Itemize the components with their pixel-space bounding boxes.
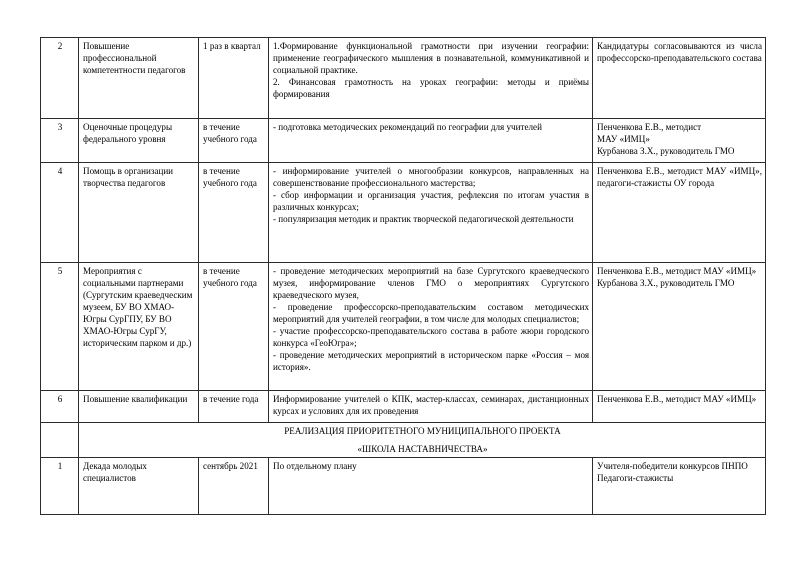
content-line: - проведение профессорско-преподавательским составом методических мероприятий для учителей географии, в том числе для молодых специалистов;	[273, 302, 589, 324]
row-period: в течение учебного года	[199, 163, 269, 263]
row-direction: Повышение профессиональной компетентности педагогов	[79, 38, 199, 119]
row-number: 3	[41, 119, 79, 163]
row-number: 6	[41, 391, 79, 423]
content-line: 2. Финансовая грамотность на уроках географии: методы и приёмы формирования	[273, 77, 589, 99]
project-header-line1: РЕАЛИЗАЦИЯ ПРИОРИТЕТНОГО МУНИЦИПАЛЬНОГО ПРОЕКТА	[284, 426, 561, 436]
content-line: - сбор информации и организация участия, рефлексия по итогам участия в различных конкурсах;	[273, 190, 589, 212]
table-row	[41, 38, 766, 119]
row-direction: Помощь в организации творчества педагогов	[79, 163, 199, 263]
responsible-line: Пенченкова Е.В., методист МАУ «ИМЦ», педагоги-стажисты ОУ города	[597, 166, 762, 188]
responsible-line: Пенченкова Е.В., методист МАУ «ИМЦ»	[597, 266, 757, 276]
responsible-line: Пенченкова Е.В., методист МАУ «ИМЦ»	[597, 394, 757, 404]
row-responsible	[593, 458, 766, 515]
content-line: - участие профессорско-преподавательского состава в работе жюри городского конкурса «ГеоЮгра»;	[273, 326, 589, 348]
project-header-cell	[79, 423, 766, 458]
row-number: 4	[41, 163, 79, 263]
responsible-line: Курбанова З.Х., руководитель ГМО	[597, 278, 735, 288]
row-responsible	[593, 263, 766, 391]
row-number: 5	[41, 263, 79, 391]
row-content	[269, 163, 593, 263]
responsible-line: Педагоги-стажисты	[597, 473, 674, 483]
activity-plan-table	[40, 37, 766, 515]
responsible-line: Пенченкова Е.В., методист	[597, 122, 702, 132]
table-row	[41, 263, 766, 391]
content-line: - подготовка методических рекомендаций по географии для учителей	[273, 122, 542, 132]
content-line: Информирование учителей о КПК, мастер-классах, семинарах, дистанционных курсах и условиях для их проведения	[273, 394, 589, 416]
row-number: 2	[41, 38, 79, 119]
row-period: в течение учебного года	[199, 119, 269, 163]
row-content	[269, 391, 593, 423]
project-header-line2: «ШКОЛА НАСТАВНИЧЕСТВА»	[357, 444, 488, 454]
row-content	[269, 38, 593, 119]
row-period: сентябрь 2021	[199, 458, 269, 515]
row-period: в течение учебного года	[199, 263, 269, 391]
row-direction: Мероприятия с социальными партнерами (Сургутским краеведческим музеем, БУ ВО ХМАО-Югры СурГПУ, БУ ВО ХМАО-Югры СурГУ, историческим парком и др.)	[79, 263, 199, 391]
row-responsible	[593, 391, 766, 423]
row-content	[269, 458, 593, 515]
responsible-line: Учителя-победители конкурсов ПНПО	[597, 461, 748, 471]
responsible-line: Курбанова З.Х., руководитель ГМО	[597, 146, 735, 156]
content-line: - проведение методических мероприятий на базе Сургутского краеведческого музея, информирование членов ГМО о мероприятиях Сургутского краеведческого музея,	[273, 266, 589, 300]
content-line: - проведение методических мероприятий в историческом парке «Россия – моя история».	[273, 350, 589, 372]
row-responsible	[593, 119, 766, 163]
content-line: - популяризация методик и практик творческой педагогической деятельности	[273, 214, 574, 224]
row-number-empty	[41, 423, 79, 458]
responsible-line: МАУ «ИМЦ»	[597, 134, 650, 144]
content-line: 1.Формирование функциональной грамотности при изучении географии: применение географического мышления в познавательной, коммуникативной и социальной практике.	[273, 41, 589, 75]
project-header-row	[41, 423, 766, 458]
row-content	[269, 263, 593, 391]
table-row	[41, 119, 766, 163]
content-line: По отдельному плану	[273, 461, 357, 471]
row-direction: Повышение квалификации	[79, 391, 199, 423]
row-responsible	[593, 163, 766, 263]
row-number: 1	[41, 458, 79, 515]
table-row	[41, 163, 766, 263]
row-period: 1 раз в квартал	[199, 38, 269, 119]
row-responsible	[593, 38, 766, 119]
content-line: - информирование учителей о многообразии конкурсов, направленных на совершенствование профессионального мастерства;	[273, 166, 589, 188]
row-content	[269, 119, 593, 163]
row-direction: Декада молодых специалистов	[79, 458, 199, 515]
row-period: в течение года	[199, 391, 269, 423]
table-row	[41, 458, 766, 515]
table-row	[41, 391, 766, 423]
responsible-line: Кандидатуры согласовываются из числа профессорско-преподавательского состава	[597, 41, 762, 63]
row-direction: Оценочные процедуры федерального уровня	[79, 119, 199, 163]
